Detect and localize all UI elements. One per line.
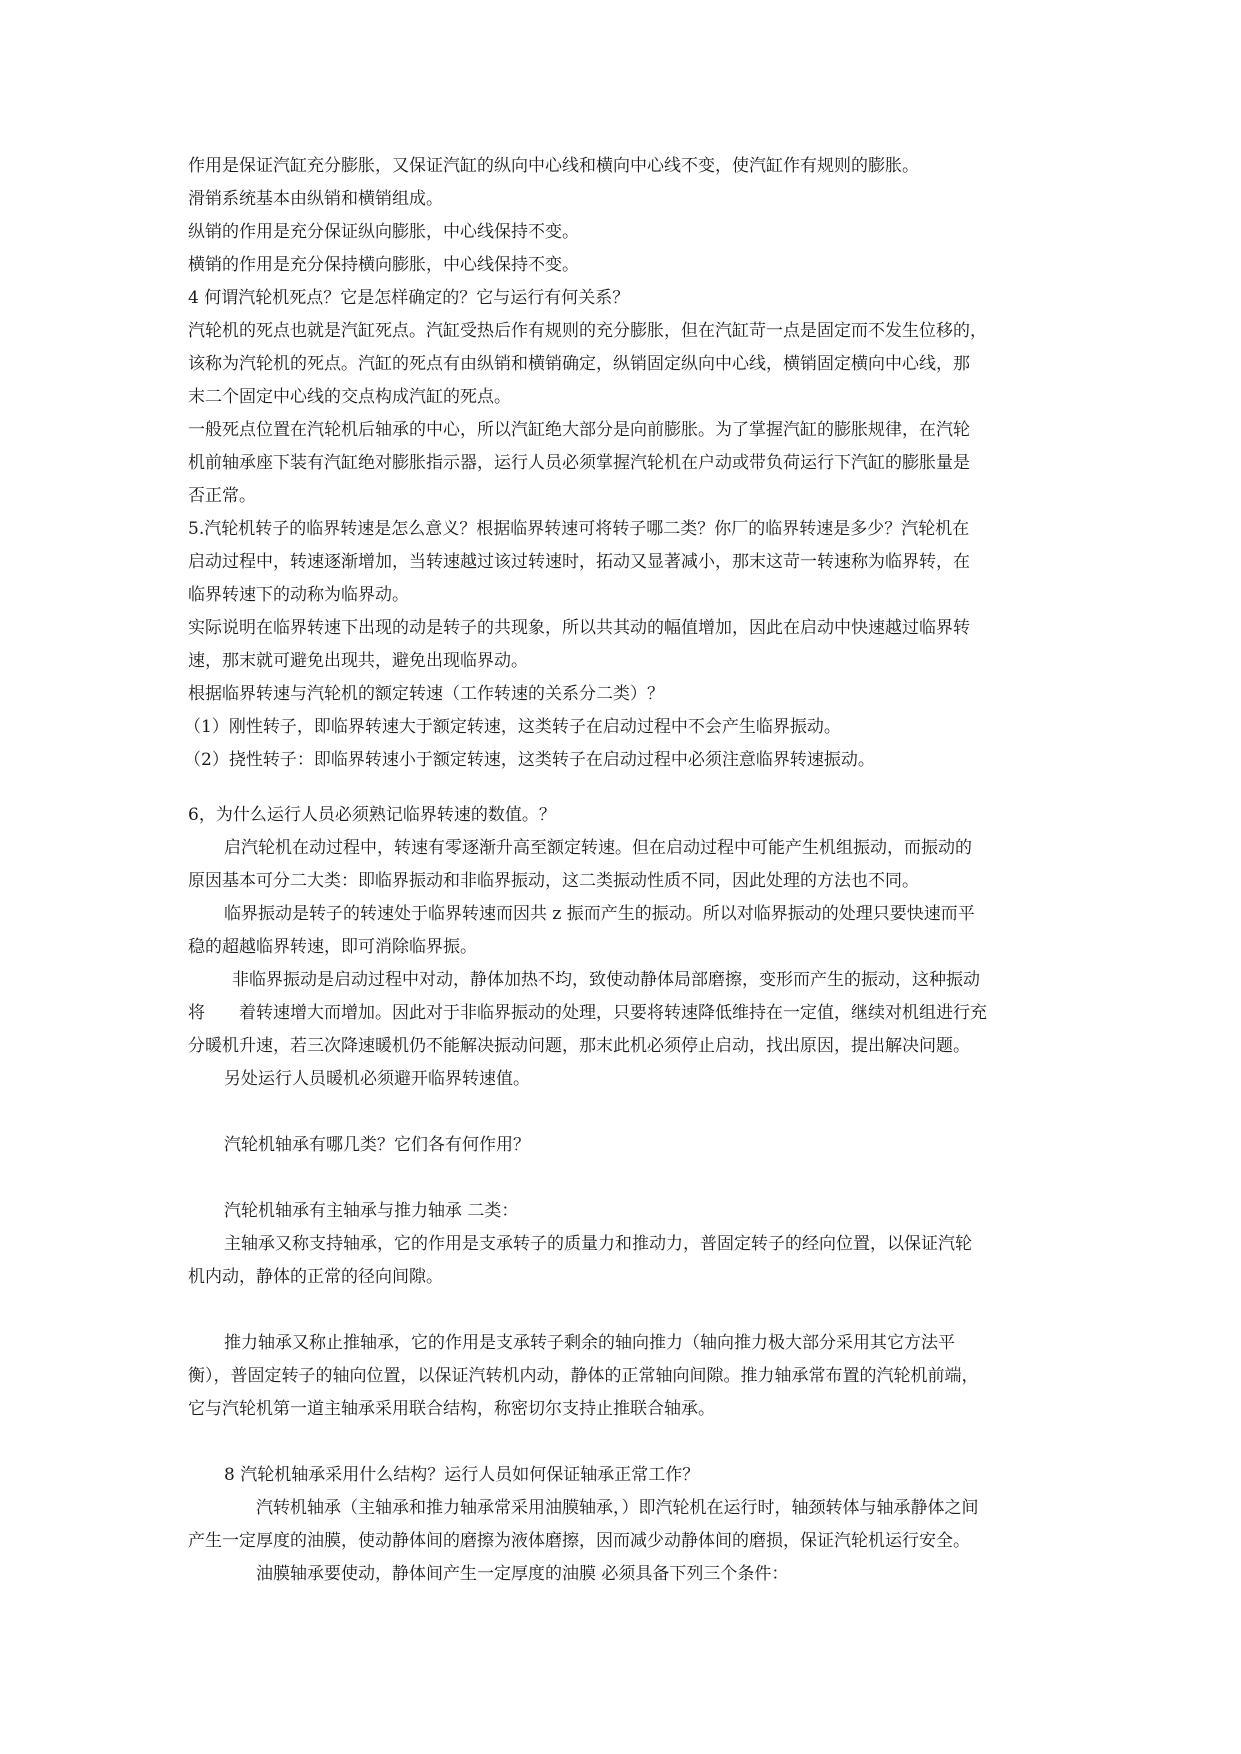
question-heading: 6，为什么运行人员必须熟记临界转速的数值。？ (188, 805, 556, 825)
text-line: 机内动，静体的正常的径向间隙。 (188, 1267, 443, 1287)
text-line: 汽轮机轴承有主轴承与推力轴承 二类： (224, 1201, 519, 1221)
text-line: 根据临界转速与汽轮机的额定转速（工作转速的关系分二类）？ (188, 684, 664, 704)
spacer (188, 777, 1058, 799)
question-heading: 8 汽轮机轴承采用什么结构？运行人员如何保证轴承正常工作？ (224, 1465, 700, 1485)
text-line: 作用是保证汽缸充分膨胀，又保证汽缸的纵向中心线和横向中心线不变，使汽缸作有规则的膨胀。 (188, 156, 919, 176)
text-line: 它与汽轮机第一道主轴承采用联合结构，称密切尔支持止推联合轴承。 (188, 1399, 715, 1419)
text-line: 稳的超越临界转速，即可消除临界振。 (188, 937, 477, 957)
list-item: （2）挠性转子：即临界转速小于额定转速，这类转子在启动过程中必须注意临界转速振动。 (184, 750, 875, 770)
text-line: 将 着转速增大而增加。因此对于非临界振动的处理，只要将转速降低维持在一定值，继续对机组进行充 (188, 1003, 987, 1023)
text-line: 原因基本可分二大类：即临界振动和非临界振动，这二类振动性质不同，因此处理的方法也不同。 (188, 871, 919, 891)
text-line: 产生一定厚度的油膜，使动静体间的磨擦为液体磨擦，因而减少动静体间的磨损，保证汽轮机运行安全。 (188, 1531, 970, 1551)
text-line: 否正常。 (188, 486, 256, 506)
text-line: 该称为汽轮机的死点。汽缸的死点有由纵销和横销确定，纵销固定纵向中心线，横销固定横向中心线，那 (188, 354, 970, 374)
text-line: 油膜轴承要使动，静体间产生一定厚度的油膜 必须具备下列三个条件： (256, 1564, 789, 1584)
list-item: （1）刚性转子，即临界转速大于额定转速，这类转子在启动过程中不会产生临界振动。 (184, 717, 841, 737)
spacer (188, 1162, 1058, 1195)
text-line: 横销的作用是充分保持横向膨胀，中心线保持不变。 (188, 255, 579, 275)
text-line: 主轴承又称支持轴承，它的作用是支承转子的质量力和推动力，普固定转子的经向位置，以保证汽轮 (224, 1234, 972, 1254)
text-line: 另处运行人员暖机必须避开临界转速值。 (224, 1069, 530, 1089)
text-line: 速，那末就可避免出现共，避免出现临界动。 (188, 651, 528, 671)
text-line: 启汽轮机在动过程中，转速有零逐渐升高至额定转速。但在启动过程中可能产生机组振动，而振动的 (224, 838, 972, 858)
text-line: 末二个固定中心线的交点构成汽缸的死点。 (188, 387, 511, 407)
text-line: 实际说明在临界转速下出现的动是转子的共现象，所以共其动的幅值增加，因此在启动中快速越过临界转 (188, 618, 970, 638)
text-line: 汽轮机的死点也就是汽缸死点。汽缸受热后作有规则的充分膨胀，但在汽缸苛一点是固定而不发生位移的， (188, 321, 987, 341)
document-body (184, 150, 1058, 1591)
text-line: 汽转机轴承（主轴承和推力轴承常采用油膜轴承，）即汽轮机在运行时，轴颈转体与轴承静体之间 (256, 1498, 979, 1518)
question-heading: 4 何谓汽轮机死点？它是怎样确定的？它与运行有何关系？ (188, 288, 630, 308)
spacer (188, 1294, 1058, 1327)
text-line: 临界振动是转子的转速处于临界转速而因共 z 振而产生的振动。所以对临界振动的处理只要快速而平 (224, 904, 975, 924)
text-line: 机前轴承座下装有汽缸绝对膨胀指示器，运行人员必须掌握汽轮机在户动或带负荷运行下汽缸的膨胀量是 (188, 453, 970, 473)
text-line: 非临界振动是启动过程中对动，静体加热不均，致使动静体局部磨擦，变形而产生的振动，这种振动 (232, 970, 980, 990)
spacer (188, 1096, 1058, 1129)
text-line: 纵销的作用是充分保证纵向膨胀，中心线保持不变。 (188, 222, 579, 242)
text-line: 分暖机升速，若三次降速暖机仍不能解决振动问题，那末此机必须停止启动，找出原因，提出解决问题。 (188, 1036, 970, 1056)
text-line: 临界转速下的动称为临界动。 (188, 585, 409, 605)
question-heading: 5.汽轮机转子的临界转速是怎么意义？根据临界转速可将转子哪二类？你厂的临界转速是多少？汽轮机在 (188, 519, 970, 539)
text-line: 衡），普固定转子的轴向位置，以保证汽转机内动，静体的正常轴向间隙。推力轴承常布置的汽轮机前端， (188, 1366, 979, 1386)
text-line: 一般死点位置在汽轮机后轴承的中心，所以汽缸绝大部分是向前膨胀。为了掌握汽缸的膨胀规律，在汽轮 (188, 420, 970, 440)
text-line: 推力轴承又称止推轴承，它的作用是支承转子剩余的轴向推力（轴向推力极大部分采用其它方法平 (224, 1333, 955, 1353)
text-line: 启动过程中，转速逐渐增加，当转速越过该过转速时，拓动又显著减小，那末这苛一转速称为临界转，在 (188, 552, 970, 572)
question-heading: 汽轮机轴承有哪几类？它们各有何作用？ (224, 1135, 530, 1155)
spacer (188, 1426, 1058, 1459)
text-line: 滑销系统基本由纵销和横销组成。 (188, 189, 443, 209)
